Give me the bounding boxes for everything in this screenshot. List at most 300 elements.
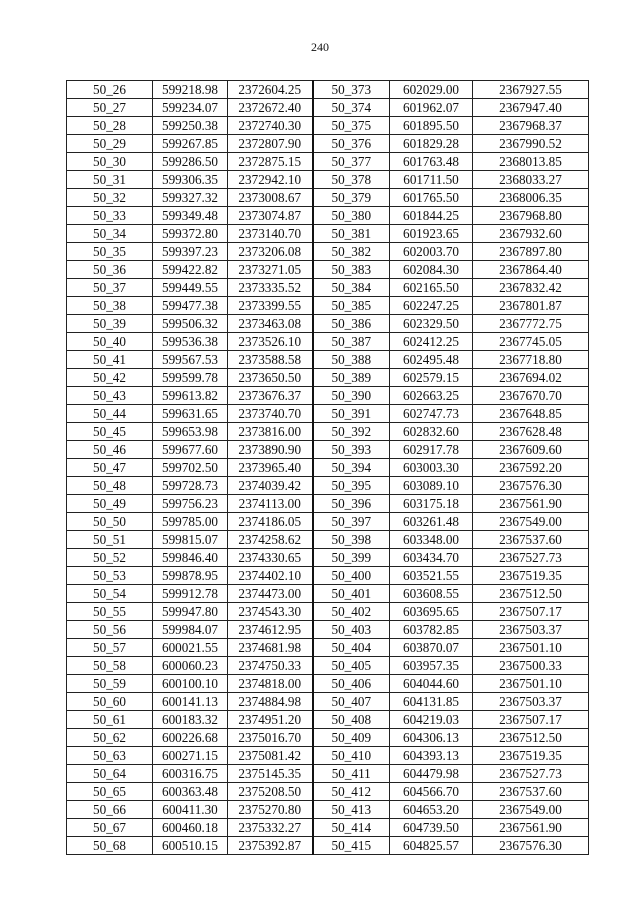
table-cell: 2367537.60 (473, 783, 589, 801)
table-cell: 2373140.70 (228, 225, 313, 243)
table-cell: 50_66 (67, 801, 153, 819)
table-cell: 599267.85 (153, 135, 228, 153)
table-cell: 599631.65 (153, 405, 228, 423)
table-row (67, 189, 589, 207)
table-cell: 50_61 (67, 711, 153, 729)
table-cell: 2367576.30 (473, 837, 589, 855)
table-cell: 50_410 (313, 747, 390, 765)
table-cell: 599506.32 (153, 315, 228, 333)
table-cell: 599878.95 (153, 567, 228, 585)
table-cell: 2367561.90 (473, 495, 589, 513)
table-cell: 50_56 (67, 621, 153, 639)
table-cell: 50_375 (313, 117, 390, 135)
table-cell: 50_36 (67, 261, 153, 279)
table-cell: 2367527.73 (473, 765, 589, 783)
table-cell: 602029.00 (390, 81, 473, 99)
table-cell: 2367832.42 (473, 279, 589, 297)
table-cell: 50_395 (313, 477, 390, 495)
table-cell: 2367576.30 (473, 477, 589, 495)
table-cell: 599984.07 (153, 621, 228, 639)
table-cell: 50_383 (313, 261, 390, 279)
table-cell: 2374884.98 (228, 693, 313, 711)
table-cell: 2372672.40 (228, 99, 313, 117)
table-cell: 599234.07 (153, 99, 228, 117)
table-cell: 600411.30 (153, 801, 228, 819)
table-cell: 2367968.80 (473, 207, 589, 225)
table-cell: 50_50 (67, 513, 153, 531)
table-row (67, 315, 589, 333)
table-cell: 604219.03 (390, 711, 473, 729)
table-cell: 2374186.05 (228, 513, 313, 531)
table-row (67, 225, 589, 243)
table-cell: 2367501.10 (473, 675, 589, 693)
table-row (67, 567, 589, 585)
table-cell: 603089.10 (390, 477, 473, 495)
table-cell: 2367801.87 (473, 297, 589, 315)
table-cell: 50_46 (67, 441, 153, 459)
table-cell: 50_31 (67, 171, 153, 189)
table-cell: 50_374 (313, 99, 390, 117)
table-cell: 2374402.10 (228, 567, 313, 585)
table-cell: 50_377 (313, 153, 390, 171)
table-cell: 600060.23 (153, 657, 228, 675)
table-row (67, 81, 589, 99)
table-cell: 2374818.00 (228, 675, 313, 693)
table-cell: 2374951.20 (228, 711, 313, 729)
table-cell: 50_38 (67, 297, 153, 315)
table-cell: 50_391 (313, 405, 390, 423)
table-cell: 50_33 (67, 207, 153, 225)
table-cell: 2374330.65 (228, 549, 313, 567)
table-cell: 50_49 (67, 495, 153, 513)
table-cell: 599250.38 (153, 117, 228, 135)
table-cell: 604825.57 (390, 837, 473, 855)
table-cell: 2367512.50 (473, 729, 589, 747)
table-cell: 2375332.27 (228, 819, 313, 837)
table-row (67, 585, 589, 603)
table-cell: 2374612.95 (228, 621, 313, 639)
table-cell: 599449.55 (153, 279, 228, 297)
table-cell: 50_385 (313, 297, 390, 315)
table-cell: 50_28 (67, 117, 153, 135)
table-cell: 50_415 (313, 837, 390, 855)
table-cell: 599702.50 (153, 459, 228, 477)
table-row (67, 405, 589, 423)
table-cell: 2367519.35 (473, 567, 589, 585)
table-cell: 2367628.48 (473, 423, 589, 441)
table-row (67, 153, 589, 171)
table-row (67, 783, 589, 801)
table-cell: 600271.15 (153, 747, 228, 765)
table-cell: 2367549.00 (473, 801, 589, 819)
table-cell: 599218.98 (153, 81, 228, 99)
table-cell: 2373740.70 (228, 405, 313, 423)
table-row (67, 477, 589, 495)
table-cell: 2374258.62 (228, 531, 313, 549)
table-cell: 2373206.08 (228, 243, 313, 261)
table-row (67, 333, 589, 351)
table-cell: 603957.35 (390, 657, 473, 675)
table-cell: 2372740.30 (228, 117, 313, 135)
table-row (67, 279, 589, 297)
table-cell: 50_34 (67, 225, 153, 243)
table-cell: 50_386 (313, 315, 390, 333)
table-cell: 2375270.80 (228, 801, 313, 819)
table-cell: 2373650.50 (228, 369, 313, 387)
table-cell: 50_63 (67, 747, 153, 765)
table-row (67, 135, 589, 153)
table-cell: 50_396 (313, 495, 390, 513)
coordinates-table-body (67, 81, 589, 855)
table-row (67, 693, 589, 711)
table-cell: 602412.25 (390, 333, 473, 351)
table-row (67, 99, 589, 117)
table-cell: 599728.73 (153, 477, 228, 495)
table-cell: 50_414 (313, 819, 390, 837)
table-cell: 604044.60 (390, 675, 473, 693)
table-cell: 599536.38 (153, 333, 228, 351)
table-cell: 50_390 (313, 387, 390, 405)
table-cell: 603608.55 (390, 585, 473, 603)
table-row (67, 297, 589, 315)
table-cell: 2373890.90 (228, 441, 313, 459)
table-cell: 599947.80 (153, 603, 228, 621)
table-cell: 601923.65 (390, 225, 473, 243)
table-cell: 599349.48 (153, 207, 228, 225)
table-cell: 603434.70 (390, 549, 473, 567)
table-cell: 599815.07 (153, 531, 228, 549)
table-cell: 600141.13 (153, 693, 228, 711)
table-cell: 601763.48 (390, 153, 473, 171)
table-row (67, 207, 589, 225)
table-row (67, 351, 589, 369)
table-cell: 2367670.70 (473, 387, 589, 405)
table-cell: 2367503.37 (473, 693, 589, 711)
table-cell: 50_52 (67, 549, 153, 567)
table-cell: 600316.75 (153, 765, 228, 783)
table-cell: 2368033.27 (473, 171, 589, 189)
table-cell: 50_378 (313, 171, 390, 189)
table-row (67, 675, 589, 693)
table-cell: 50_382 (313, 243, 390, 261)
table-cell: 50_37 (67, 279, 153, 297)
table-cell: 2374113.00 (228, 495, 313, 513)
table-cell: 50_399 (313, 549, 390, 567)
table-cell: 2368006.35 (473, 189, 589, 207)
table-cell: 602832.60 (390, 423, 473, 441)
table-cell: 601829.28 (390, 135, 473, 153)
table-cell: 601962.07 (390, 99, 473, 117)
table-cell: 50_398 (313, 531, 390, 549)
table-cell: 600226.68 (153, 729, 228, 747)
table-cell: 2367549.00 (473, 513, 589, 531)
table-cell: 601711.50 (390, 171, 473, 189)
table-cell: 602747.73 (390, 405, 473, 423)
table-cell: 2367968.37 (473, 117, 589, 135)
table-cell: 604653.20 (390, 801, 473, 819)
table-cell: 50_32 (67, 189, 153, 207)
table-cell: 601765.50 (390, 189, 473, 207)
table-cell: 50_60 (67, 693, 153, 711)
table-cell: 2367864.40 (473, 261, 589, 279)
table-cell: 2372875.15 (228, 153, 313, 171)
table-cell: 2367519.35 (473, 747, 589, 765)
table-cell: 2367990.52 (473, 135, 589, 153)
table-cell: 603175.18 (390, 495, 473, 513)
table-cell: 602084.30 (390, 261, 473, 279)
table-cell: 604306.13 (390, 729, 473, 747)
table-cell: 50_402 (313, 603, 390, 621)
table-cell: 2367694.02 (473, 369, 589, 387)
table-row (67, 765, 589, 783)
table-cell: 2367527.73 (473, 549, 589, 567)
table-cell: 602329.50 (390, 315, 473, 333)
page-number: 240 (311, 40, 329, 54)
table-row (67, 423, 589, 441)
table-cell: 50_29 (67, 135, 153, 153)
table-cell: 599477.38 (153, 297, 228, 315)
table-cell: 2367745.05 (473, 333, 589, 351)
table-row (67, 603, 589, 621)
table-cell: 50_55 (67, 603, 153, 621)
table-cell: 2367592.20 (473, 459, 589, 477)
table-cell: 50_59 (67, 675, 153, 693)
table-row (67, 747, 589, 765)
table-row (67, 729, 589, 747)
table-cell: 50_393 (313, 441, 390, 459)
table-cell: 50_373 (313, 81, 390, 99)
table-cell: 50_41 (67, 351, 153, 369)
table-cell: 50_64 (67, 765, 153, 783)
table-cell: 50_412 (313, 783, 390, 801)
table-cell: 50_43 (67, 387, 153, 405)
table-cell: 602579.15 (390, 369, 473, 387)
table-cell: 50_400 (313, 567, 390, 585)
table-cell: 50_401 (313, 585, 390, 603)
table-cell: 2367561.90 (473, 819, 589, 837)
table-row (67, 171, 589, 189)
table-cell: 50_30 (67, 153, 153, 171)
coordinates-table (66, 80, 589, 855)
table-row (67, 837, 589, 855)
table-cell: 2373271.05 (228, 261, 313, 279)
table-row (67, 819, 589, 837)
table-cell: 599327.32 (153, 189, 228, 207)
table-cell: 50_406 (313, 675, 390, 693)
table-cell: 2367537.60 (473, 531, 589, 549)
table-row (67, 387, 589, 405)
table-cell: 599286.50 (153, 153, 228, 171)
table-cell: 2372942.10 (228, 171, 313, 189)
table-cell: 50_65 (67, 783, 153, 801)
table-cell: 2374473.00 (228, 585, 313, 603)
table-cell: 2367648.85 (473, 405, 589, 423)
table-cell: 600183.32 (153, 711, 228, 729)
table-cell: 2367897.80 (473, 243, 589, 261)
table-cell: 602495.48 (390, 351, 473, 369)
table-cell: 599653.98 (153, 423, 228, 441)
table-row (67, 459, 589, 477)
table-cell: 50_42 (67, 369, 153, 387)
table-cell: 50_384 (313, 279, 390, 297)
table-cell: 602165.50 (390, 279, 473, 297)
table-cell: 2367507.17 (473, 711, 589, 729)
table-cell: 599397.23 (153, 243, 228, 261)
table-cell: 2375081.42 (228, 747, 313, 765)
table-cell: 50_58 (67, 657, 153, 675)
table-cell: 599756.23 (153, 495, 228, 513)
table-cell: 50_379 (313, 189, 390, 207)
table-cell: 2374681.98 (228, 639, 313, 657)
table-cell: 2367927.55 (473, 81, 589, 99)
table-cell: 50_404 (313, 639, 390, 657)
table-cell: 2373526.10 (228, 333, 313, 351)
table-cell: 2373074.87 (228, 207, 313, 225)
table-cell: 2372807.90 (228, 135, 313, 153)
table-cell: 2373588.58 (228, 351, 313, 369)
table-row (67, 495, 589, 513)
table-cell: 50_403 (313, 621, 390, 639)
table-cell: 2367772.75 (473, 315, 589, 333)
table-cell: 601844.25 (390, 207, 473, 225)
table-cell: 2367503.37 (473, 621, 589, 639)
table-cell: 603870.07 (390, 639, 473, 657)
table-cell: 602663.25 (390, 387, 473, 405)
table-cell: 2374039.42 (228, 477, 313, 495)
table-row (67, 531, 589, 549)
table-cell: 599613.82 (153, 387, 228, 405)
table-cell: 603348.00 (390, 531, 473, 549)
table-cell: 604566.70 (390, 783, 473, 801)
table-cell: 50_47 (67, 459, 153, 477)
table-cell: 50_57 (67, 639, 153, 657)
table-cell: 600100.10 (153, 675, 228, 693)
table-cell: 604479.98 (390, 765, 473, 783)
table-cell: 2367500.33 (473, 657, 589, 675)
table-cell: 604739.50 (390, 819, 473, 837)
table-cell: 600363.48 (153, 783, 228, 801)
table-cell: 2373463.08 (228, 315, 313, 333)
table-cell: 50_62 (67, 729, 153, 747)
table-cell: 601895.50 (390, 117, 473, 135)
table-cell: 50_407 (313, 693, 390, 711)
table-cell: 603782.85 (390, 621, 473, 639)
table-cell: 2367512.50 (473, 585, 589, 603)
table-cell: 602917.78 (390, 441, 473, 459)
table-cell: 50_388 (313, 351, 390, 369)
table-cell: 50_387 (313, 333, 390, 351)
table-cell: 2373676.37 (228, 387, 313, 405)
table-cell: 603003.30 (390, 459, 473, 477)
table-cell: 50_39 (67, 315, 153, 333)
table-cell: 50_380 (313, 207, 390, 225)
table-cell: 2367932.60 (473, 225, 589, 243)
table-cell: 50_54 (67, 585, 153, 603)
table-cell: 2367501.10 (473, 639, 589, 657)
table-cell: 50_51 (67, 531, 153, 549)
table-cell: 600021.55 (153, 639, 228, 657)
table-cell: 2373816.00 (228, 423, 313, 441)
table-cell: 50_394 (313, 459, 390, 477)
table-cell: 50_413 (313, 801, 390, 819)
table-row (67, 621, 589, 639)
table-row (67, 441, 589, 459)
table-cell: 2375145.35 (228, 765, 313, 783)
table-cell: 599599.78 (153, 369, 228, 387)
table-cell: 50_376 (313, 135, 390, 153)
table-cell: 599785.00 (153, 513, 228, 531)
table-cell: 599422.82 (153, 261, 228, 279)
table-cell: 2374543.30 (228, 603, 313, 621)
table-cell: 50_392 (313, 423, 390, 441)
table-cell: 50_381 (313, 225, 390, 243)
table-row (67, 549, 589, 567)
table-cell: 602003.70 (390, 243, 473, 261)
table-cell: 50_48 (67, 477, 153, 495)
table-cell: 2373965.40 (228, 459, 313, 477)
table-row (67, 711, 589, 729)
table-cell: 50_53 (67, 567, 153, 585)
table-cell: 2368013.85 (473, 153, 589, 171)
table-cell: 599372.80 (153, 225, 228, 243)
table-cell: 50_405 (313, 657, 390, 675)
table-cell: 604393.13 (390, 747, 473, 765)
table-cell: 599677.60 (153, 441, 228, 459)
table-cell: 600510.15 (153, 837, 228, 855)
table-cell: 50_389 (313, 369, 390, 387)
table-cell: 50_40 (67, 333, 153, 351)
table-cell: 600460.18 (153, 819, 228, 837)
table-cell: 2367947.40 (473, 99, 589, 117)
table-cell: 603261.48 (390, 513, 473, 531)
table-cell: 50_35 (67, 243, 153, 261)
table-cell: 602247.25 (390, 297, 473, 315)
table-cell: 599306.35 (153, 171, 228, 189)
table-cell: 2372604.25 (228, 81, 313, 99)
table-row (67, 639, 589, 657)
table-row (67, 117, 589, 135)
table-cell: 2373399.55 (228, 297, 313, 315)
table-row (67, 657, 589, 675)
table-cell: 50_26 (67, 81, 153, 99)
table-cell: 50_45 (67, 423, 153, 441)
table-row (67, 801, 589, 819)
table-row (67, 261, 589, 279)
table-cell: 2373335.52 (228, 279, 313, 297)
table-cell: 599912.78 (153, 585, 228, 603)
table-cell: 50_27 (67, 99, 153, 117)
table-cell: 2367507.17 (473, 603, 589, 621)
table-cell: 50_411 (313, 765, 390, 783)
table-cell: 2375016.70 (228, 729, 313, 747)
table-cell: 603695.65 (390, 603, 473, 621)
table-cell: 50_67 (67, 819, 153, 837)
table-cell: 604131.85 (390, 693, 473, 711)
table-cell: 2374750.33 (228, 657, 313, 675)
table-cell: 50_44 (67, 405, 153, 423)
table-cell: 599567.53 (153, 351, 228, 369)
table-cell: 50_409 (313, 729, 390, 747)
table-cell: 50_68 (67, 837, 153, 855)
table-cell: 2373008.67 (228, 189, 313, 207)
table-cell: 2375392.87 (228, 837, 313, 855)
table-cell: 599846.40 (153, 549, 228, 567)
table-cell: 50_397 (313, 513, 390, 531)
table-row (67, 243, 589, 261)
table-row (67, 513, 589, 531)
table-cell: 2367609.60 (473, 441, 589, 459)
table-cell: 603521.55 (390, 567, 473, 585)
